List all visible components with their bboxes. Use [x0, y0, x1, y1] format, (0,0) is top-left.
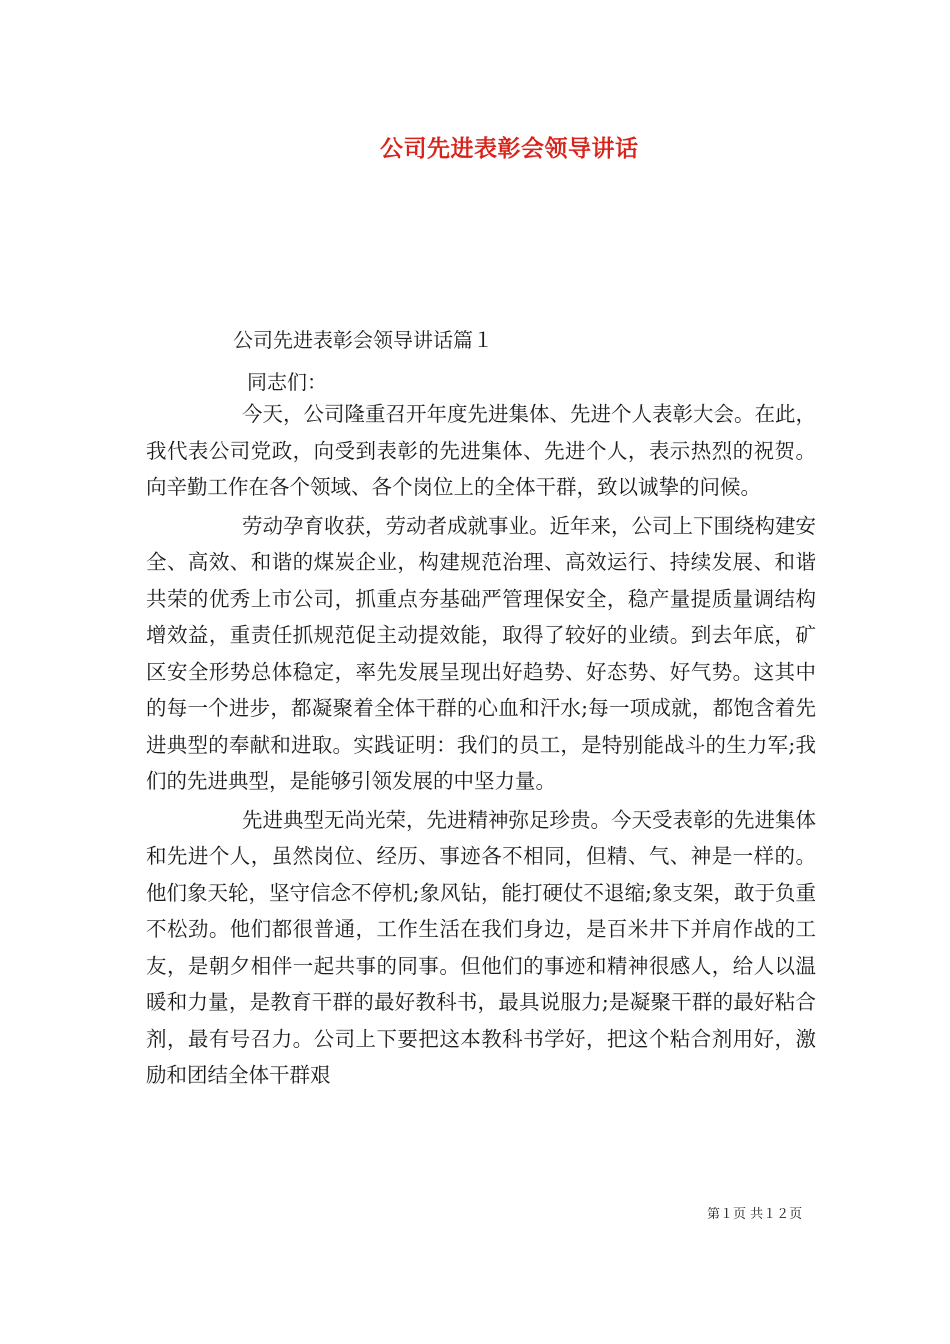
body-text: [146, 396, 816, 1096]
paragraph: 先进典型无尚光荣，先进精神弥足珍贵。今天受表彰的先进集体和先进个人，虽然岗位、经历、事迹各不相同，但精、气、神是一样的。他们象天轮，坚守信念不停机;象风钻，能打硬仗不退缩;象支架，敢于负重不松劲。他们都很普通，工作生活在我们身边，是百米井下并肩作战的工友，是朝夕相伴一起共事的同事。但他们的事迹和精神很感人，给人以温暖和力量，是教育干群的最好教科书，最具说服力;是凝聚干群的最好粘合剂，最有号召力。公司上下要把这本教科书学好，把这个粘合剂用好，激励和团结全体干群艰: [146, 807, 816, 1087]
section-subtitle: 公司先进表彰会领导讲话篇１: [233, 328, 493, 352]
paragraph: 今天，公司隆重召开年度先进集体、先进个人表彰大会。在此，我代表公司党政，向受到表彰的先进集体、先进个人，表示热烈的祝贺。向辛勤工作在各个领域、各个岗位上的全体干群，致以诚挚的问候。: [146, 402, 816, 499]
paragraph: 劳动孕育收获，劳动者成就事业。近年来，公司上下围绕构建安全、高效、和谐的煤炭企业，构建规范治理、高效运行、持续发展、和谐共荣的优秀上市公司，抓重点夯基础严管理保安全，稳产量提质量调结构增效益，重责任抓规范促主动提效能，取得了较好的业绩。到去年底，矿区安全形势总体稳定，率先发展呈现出好趋势、好态势、好气势。这其中的每一个进步，都凝聚着全体干群的心血和汗水;每一项成就，都饱含着先进典型的奉献和进取。实践证明：我们的员工，是特别能战斗的生力军;我们的先进典型，是能够引领发展的中坚力量。: [146, 513, 816, 793]
page-number: 第１页 共１２页: [707, 1207, 803, 1222]
document-title: 公司先进表彰会领导讲话: [380, 135, 639, 162]
salutation: 同志们：: [247, 370, 327, 394]
